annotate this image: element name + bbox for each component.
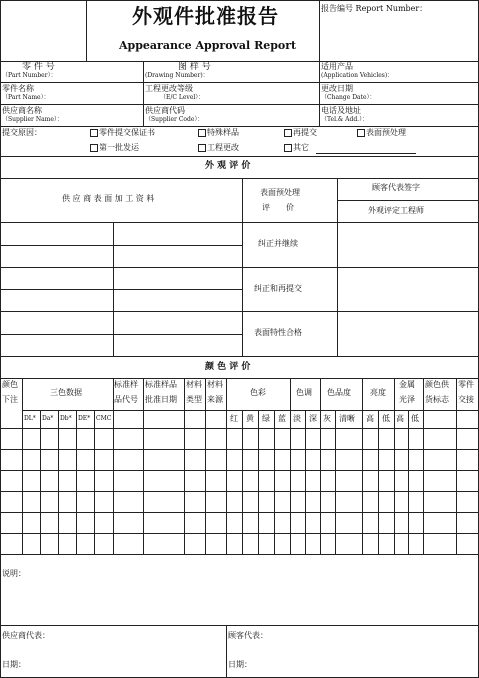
sub-low-1: 低	[382, 414, 390, 423]
part-name-label-en: （Part Name）：	[2, 94, 50, 101]
supplier-surface-data-label: 供 应 商 表 面 加 工 资 料	[62, 194, 155, 203]
submit-reason-label: 提交原因：	[2, 128, 42, 137]
sub-blue: 蓝	[278, 414, 286, 423]
checkbox-icon	[90, 144, 98, 152]
checkbox-icon	[357, 129, 365, 137]
part-handover-header-1: 零件	[458, 380, 474, 389]
sub-deep: 深	[309, 414, 317, 423]
sub-green: 绿	[262, 414, 270, 423]
sub-dl: DL*	[24, 415, 36, 422]
checkbox-icon	[284, 144, 292, 152]
supplier-name-label: 供应商名称	[2, 106, 42, 115]
part-number-label-en: （Part Number）：	[2, 72, 57, 79]
submit-option-first-shipment[interactable]: 第一批发运	[90, 144, 139, 152]
sub-cmc: CMC	[96, 415, 112, 422]
material-type-header-2: 类型	[186, 395, 202, 404]
report-title: 外观件批准报告	[132, 4, 279, 28]
material-source-header-1: 材料	[207, 380, 223, 389]
supplier-rep-label: 供应商代表：	[2, 631, 50, 640]
part-name-label: 零件名称	[2, 84, 34, 93]
ec-level-label-en: （E/C Level）：	[160, 94, 205, 101]
tone-header: 色调	[296, 388, 312, 397]
sub-high-1: 高	[366, 414, 374, 423]
appearance-engineer-label: 外观评定工程师	[368, 206, 424, 215]
sub-da: Da*	[42, 415, 54, 422]
sub-de: DE*	[78, 415, 91, 422]
tristimulus-data-header: 三色数据	[50, 388, 82, 397]
color-note-header-2: 下注	[2, 395, 18, 404]
chroma-header: 色品度	[327, 388, 351, 397]
part-handover-header-2: 交接	[458, 395, 474, 404]
drawing-number-label: 图 样 号	[178, 62, 211, 72]
standard-code-header-2: 品代号	[114, 395, 138, 404]
pretreatment-eval-label-2: 评 价	[262, 203, 294, 212]
report-title-english: Appearance Approval Report	[119, 39, 297, 52]
checkbox-icon	[198, 144, 206, 152]
standard-date-header-1: 标准样品	[145, 380, 177, 389]
sub-clear: 清晰	[339, 414, 355, 423]
customer-date-label: 日期：	[228, 660, 252, 669]
part-number-label: 零 件 号	[22, 62, 55, 72]
sub-red: 红	[230, 414, 238, 423]
supplier-name-label-en: （Supplier Name）：	[2, 116, 63, 123]
color-supply-mark-header-2: 货标志	[425, 395, 449, 404]
sub-high-2: 高	[396, 414, 404, 423]
drawing-number-label-en: (Drawing Number)：	[145, 72, 209, 79]
checkbox-icon	[90, 129, 98, 137]
tel-address-label-en: （Tel.& Add.）：	[321, 116, 369, 123]
sub-yellow: 黄	[246, 414, 254, 423]
brightness-header: 亮度	[370, 388, 386, 397]
material-type-header-1: 材料	[186, 380, 202, 389]
hue-header: 色彩	[250, 388, 266, 397]
remarks-label: 说明：	[2, 569, 26, 578]
supplier-date-label: 日期：	[2, 660, 26, 669]
checkbox-icon	[284, 129, 292, 137]
color-note-header-1: 颜色	[2, 380, 18, 389]
submit-option-special-sample[interactable]: 特殊样品	[198, 129, 239, 137]
material-source-header-2: 来源	[207, 395, 223, 404]
sub-grey: 灰	[323, 414, 331, 423]
metallic-gloss-header-2: 光泽	[399, 395, 415, 404]
metallic-gloss-header-1: 金属	[399, 380, 415, 389]
supplier-code-label: 供应商代码	[145, 106, 185, 115]
report-number-label: 报告编号 Report Number：	[321, 4, 428, 13]
standard-date-header-2: 批准日期	[145, 395, 177, 404]
ec-level-label: 工程更改等级	[145, 84, 193, 93]
customer-signature-label: 顾客代表签字	[372, 183, 420, 192]
other-reason-blank[interactable]	[316, 153, 416, 154]
appearance-section-title: 外 观 评 价	[205, 161, 251, 171]
pretreatment-eval-label-1: 表面预处理	[260, 188, 300, 197]
change-date-label: 更改日期	[321, 84, 353, 93]
customer-rep-label: 顾客代表：	[228, 631, 268, 640]
color-section-title: 颜 色 评 价	[205, 362, 251, 372]
sub-low-2: 低	[411, 414, 419, 423]
correct-and-continue: 纠正并继续	[258, 239, 298, 248]
surface-property-ok: 表面特性合格	[254, 328, 302, 337]
correct-and-resubmit: 纠正和再提交	[254, 284, 302, 293]
tel-address-label: 电话及地址	[321, 106, 361, 115]
submit-option-resubmit[interactable]: 再提交	[284, 129, 317, 137]
standard-code-header-1: 标准样	[114, 380, 138, 389]
application-label-en: (Application Vehicles)：	[321, 72, 394, 79]
submit-option-other[interactable]: 其它	[284, 144, 309, 152]
application-label: 适用产品	[321, 62, 353, 71]
submit-option-engineering-change[interactable]: 工程更改	[198, 144, 239, 152]
submit-option-warrant[interactable]: 零件提交保证书	[90, 129, 155, 137]
submit-option-pretreatment[interactable]: 表面预处理	[357, 129, 406, 137]
sub-db: Db*	[60, 415, 72, 422]
sub-light: 淡	[293, 414, 301, 423]
checkbox-icon	[198, 129, 206, 137]
change-date-label-en: （Change Date）：	[321, 94, 376, 101]
supplier-code-label-en: （Supplier Code）：	[145, 116, 204, 123]
color-supply-mark-header-1: 颜色供	[425, 380, 449, 389]
